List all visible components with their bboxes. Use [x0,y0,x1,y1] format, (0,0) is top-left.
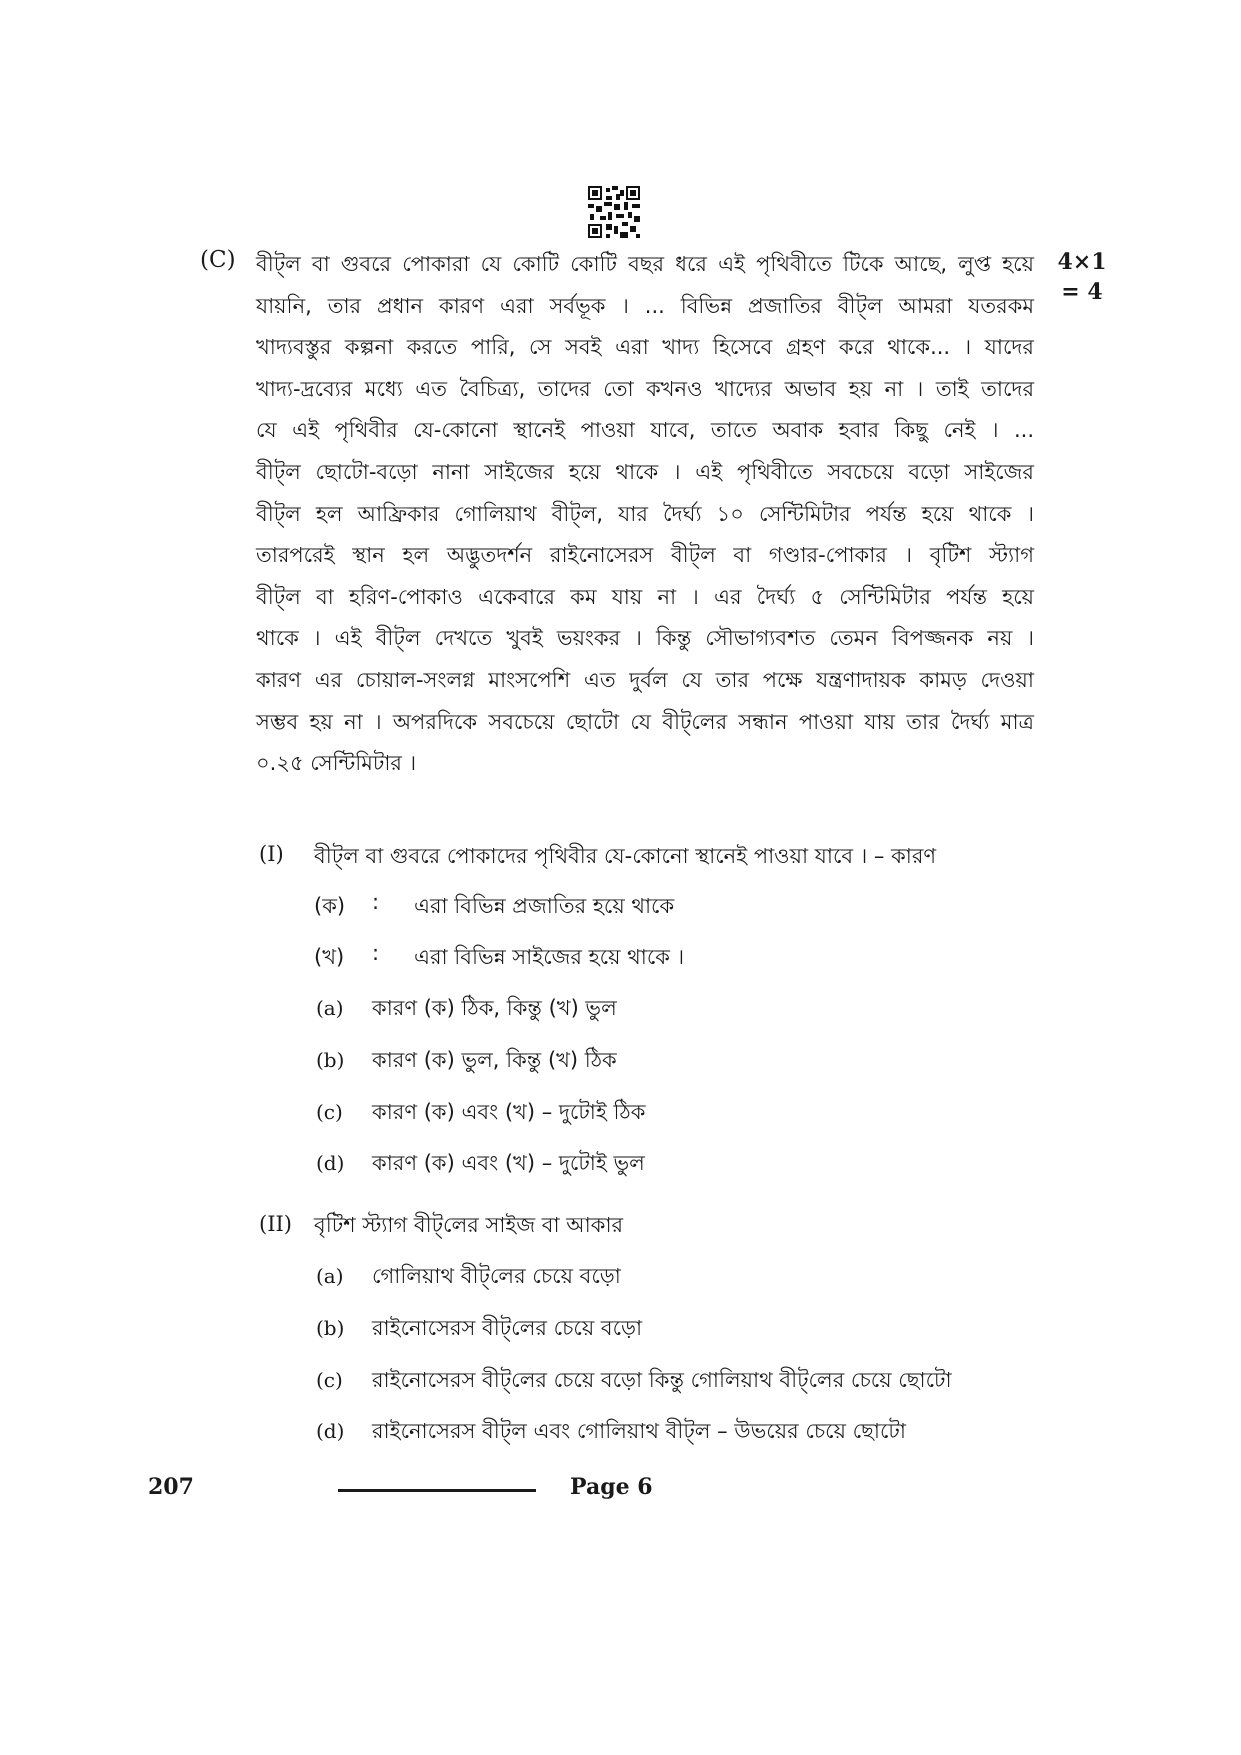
passage-line: তারপরেই স্থান হল অদ্ভুতদর্শন রাইনোসেরস বীট্‌ল বা গণ্ডার-পোকার । বৃটিশ স্ট্যাগ [256,543,1034,568]
paper-code: 207 [148,1474,194,1500]
option-text: রাইনোসেরস বীট্‌লের চেয়ে বড়ো [372,1316,643,1340]
subquestion-2-text: বৃটিশ স্ট্যাগ বীট্‌লের সাইজ বা আকার [314,1213,624,1237]
marks-line-1: 4×1 [1057,249,1107,275]
qr-code-icon [588,186,640,238]
option-text: কারণ (ক) ঠিক, কিন্তু (খ) ভুল [372,996,617,1020]
option-text: কারণ (ক) এবং (খ) – দুটোই ভুল [372,1151,645,1175]
subquestion-2-label: (II) [259,1212,292,1236]
reason-colon: : [372,941,380,965]
option-text: কারণ (ক) এবং (খ) – দুটোই ঠিক [372,1100,646,1124]
option-text: রাইনোসেরস বীট্‌লের চেয়ে বড়ো কিন্তু গোলিয়াথ বীট্‌লের চেয়ে ছোটো [372,1368,952,1392]
option-label: (a) [316,996,344,1020]
reason-colon: : [372,890,380,914]
option-text: রাইনোসেরস বীট্‌ল এবং গোলিয়াথ বীট্‌ল – উভয়ের চেয়ে ছোটো [372,1419,906,1443]
option-text: গোলিয়াথ বীট্‌লের চেয়ে বড়ো [372,1264,621,1288]
passage-line: কারণ এর চোয়াল-সংলগ্ন মাংসপেশি এত দুর্বল যে তার পক্ষে যন্ত্রণাদায়ক কামড় দেওয়া [256,667,1034,692]
passage-line: যে এই পৃথিবীর যে-কোনো স্থানেই পাওয়া যাবে, তাতে অবাক হবার কিছু নেই । ... [256,418,1034,443]
option-label: (d) [316,1419,345,1443]
option-label: (b) [316,1316,345,1340]
passage-line: খাদ্য-দ্রব্যের মধ্যে এত বৈচিত্র্য, তাদের তো কখনও খাদ্যের অভাব হয় না । তাই তাদের [256,376,1034,401]
passage-line: যায়নি, তার প্রধান কারণ এরা সর্বভূক । ... বিভিন্ন প্রজাতির বীট্‌ল আমরা যতরকম [256,293,1034,318]
passage [256,244,1034,785]
passage-line: থাকে । এই বীট্‌ল দেখতে খুবই ভয়ংকর । কিন্তু সৌভাগ্যবশত তেমন বিপজ্জনক নয় । [256,626,1034,651]
reason-text: এরা বিভিন্ন সাইজের হয়ে থাকে । [414,945,685,969]
option-label: (a) [316,1264,344,1288]
page-number: Page 6 [570,1474,653,1500]
option-label: (d) [316,1151,345,1175]
footer-divider [338,1489,536,1492]
passage-line: ০.২৫ সেন্টিমিটার । [256,751,417,776]
option-text: কারণ (ক) ভুল, কিন্তু (খ) ঠিক [372,1048,617,1072]
reason-text: এরা বিভিন্ন প্রজাতির হয়ে থাকে [414,894,675,918]
subquestion-1-label: (I) [259,842,284,866]
passage-line: সম্ভব হয় না । অপরদিকে সবচেয়ে ছোটো যে বীট্‌লের সন্ধান পাওয়া যায় তার দৈর্ঘ্য মাত্র [256,709,1034,734]
passage-line: বীট্‌ল বা হরিণ-পোকাও একেবারে কম যায় না । এর দৈর্ঘ্য ৫ সেন্টিমিটার পর্যন্ত হয়ে [256,584,1034,609]
reason-label: (খ) [314,945,345,969]
option-label: (c) [316,1368,343,1392]
passage-line: বীট্‌ল হল আফ্রিকার গোলিয়াথ বীট্‌ল, যার দৈর্ঘ্য ১০ সেন্টিমিটার পর্যন্ত হয়ে থাকে । [256,501,1034,526]
marks-allocation [1052,247,1112,307]
reason-label: (ক) [314,894,346,918]
passage-line: বীট্‌ল বা গুবরে পোকারা যে কোটি কোটি বছর ধরে এই পৃথিবীতে টিকে আছে, লুপ্ত হয়ে [256,252,1034,276]
passage-line: বীট্‌ল ছোটো-বড়ো নানা সাইজের হয়ে থাকে । এই পৃথিবীতে সবচেয়ে বড়ো সাইজের [256,459,1034,484]
option-label: (c) [316,1100,343,1124]
marks-line-2: = 4 [1061,279,1103,305]
passage-line: খাদ্যবস্তুর কল্পনা করতে পারি, সে সবই এরা খাদ্য হিসেবে গ্রহণ করে থাকে... । যাদের [256,335,1034,360]
subquestion-1-text: বীট্‌ল বা গুবরে পোকাদের পৃথিবীর যে-কোনো স্থানেই পাওয়া যাবে । – কারণ [314,844,937,868]
question-label: (C) [200,247,236,273]
option-label: (b) [316,1048,345,1072]
